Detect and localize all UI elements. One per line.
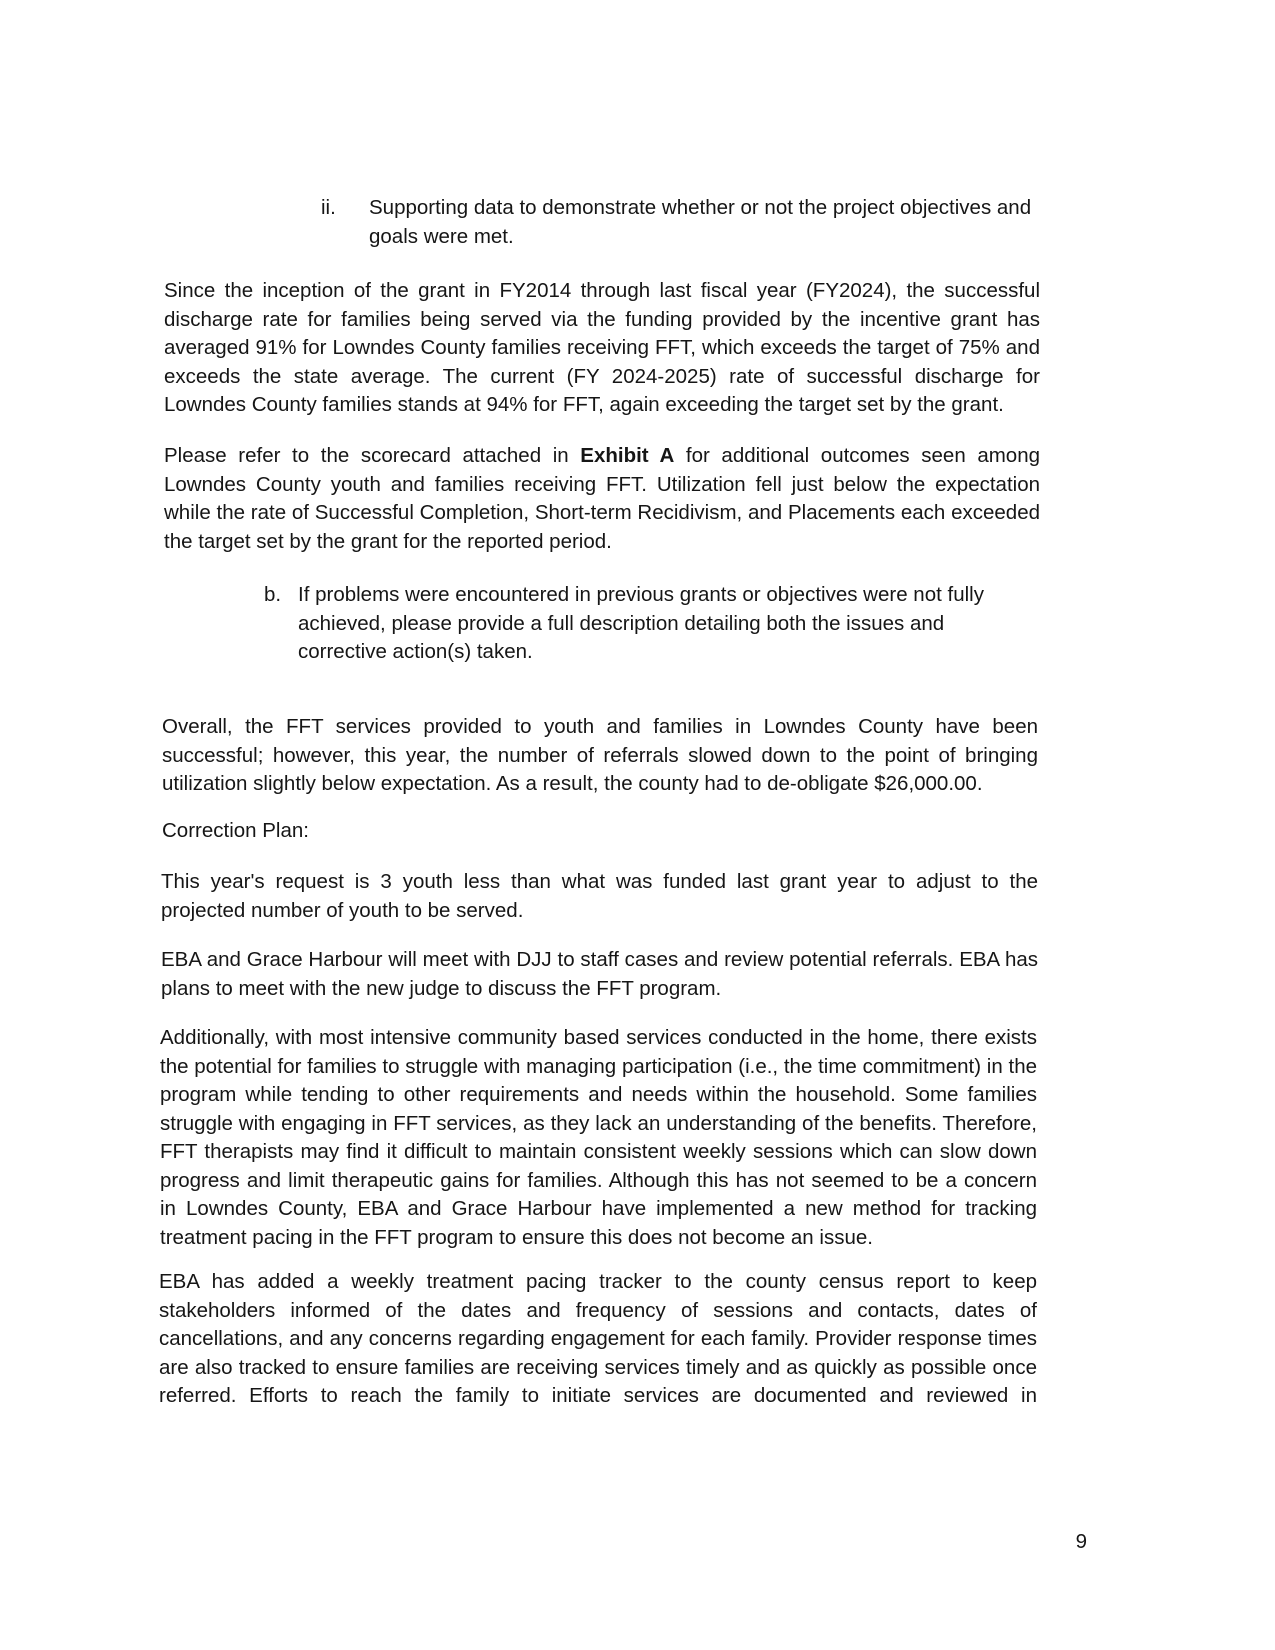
paragraph-overall: Overall, the FFT services provided to youth and families in Lowndes County have been successful; however, this year, the number of referrals slowed down to the point of bringing utilization slightly below expectation. As a result, the county had to de-obligate $26,000.00. xyxy=(162,715,1038,795)
list-text-ii: Supporting data to demonstrate whether or not the project objectives and goals were met. xyxy=(369,196,1032,248)
list-item-b xyxy=(264,581,994,667)
list-item-ii xyxy=(321,194,1041,251)
paragraph-eba-djj: EBA and Grace Harbour will meet with DJJ to staff cases and review potential referrals. EBA has plans to meet with the new judge to discuss the FFT program. xyxy=(161,948,1038,1000)
scorecard-text-before: Please refer to the scorecard attached in xyxy=(164,444,581,467)
paragraph-scorecard xyxy=(164,442,1040,556)
page-number: 9 xyxy=(1075,1530,1087,1553)
paragraph-inception: Since the inception of the grant in FY2014 through last fiscal year (FY2024), the successful discharge rate for families being served via the funding provided by the incentive grant has averaged 91% for Lowndes County families receiving FFT, which exceeds the target of 75% and exceeds the state average. The current (FY 2024-2025) rate of successful discharge for Lowndes County families stands at 94% for FFT, again exceeding the target set by the grant. xyxy=(164,279,1040,416)
exhibit-a-reference: Exhibit A xyxy=(580,444,675,467)
correction-plan-heading: Correction Plan: xyxy=(162,819,309,842)
list-marker-b: b. xyxy=(264,583,282,606)
list-text-b: If problems were encountered in previous grants or objectives were not fully achieved, please provide a full description detailing both the issues and corrective action(s) taken. xyxy=(298,583,984,663)
scorecard-text-after: for additional outcomes seen among Lowndes County youth and families receiving FFT. Utilization fell just below the expectation while the rate of Successful Completion, Short-term Recidivism, and Placements each exceeded the target set by the grant for the reported period. xyxy=(164,444,1041,553)
list-marker-ii: ii. xyxy=(321,196,336,219)
paragraph-tracker: EBA has added a weekly treatment pacing tracker to the county census report to keep stakeholders informed of the dates and frequency of sessions and contacts, dates of cancellations, and any concerns regarding engagement for each family. Provider response times are also tracked to ensure families are receiving services timely and as quickly as possible once referred. Efforts to reach the family to initiate services are documented and reviewed in xyxy=(159,1270,1037,1407)
paragraph-request: This year's request is 3 youth less than what was funded last grant year to adjust to the projected number of youth to be served. xyxy=(161,870,1038,922)
paragraph-additionally: Additionally, with most intensive community based services conducted in the home, there exists the potential for families to struggle with managing participation (i.e., the time commitment) in the program while tending to other requirements and needs within the household. Some families struggle with engaging in FFT services, as they lack an understanding of the benefits. Therefore, FFT therapists may find it difficult to maintain consistent weekly sessions which can slow down progress and limit therapeutic gains for families. Although this has not seemed to be a concern in Lowndes County, EBA and Grace Harbour have implemented a new method for tracking treatment pacing in the FFT program to ensure this does not become an issue. xyxy=(160,1026,1037,1249)
